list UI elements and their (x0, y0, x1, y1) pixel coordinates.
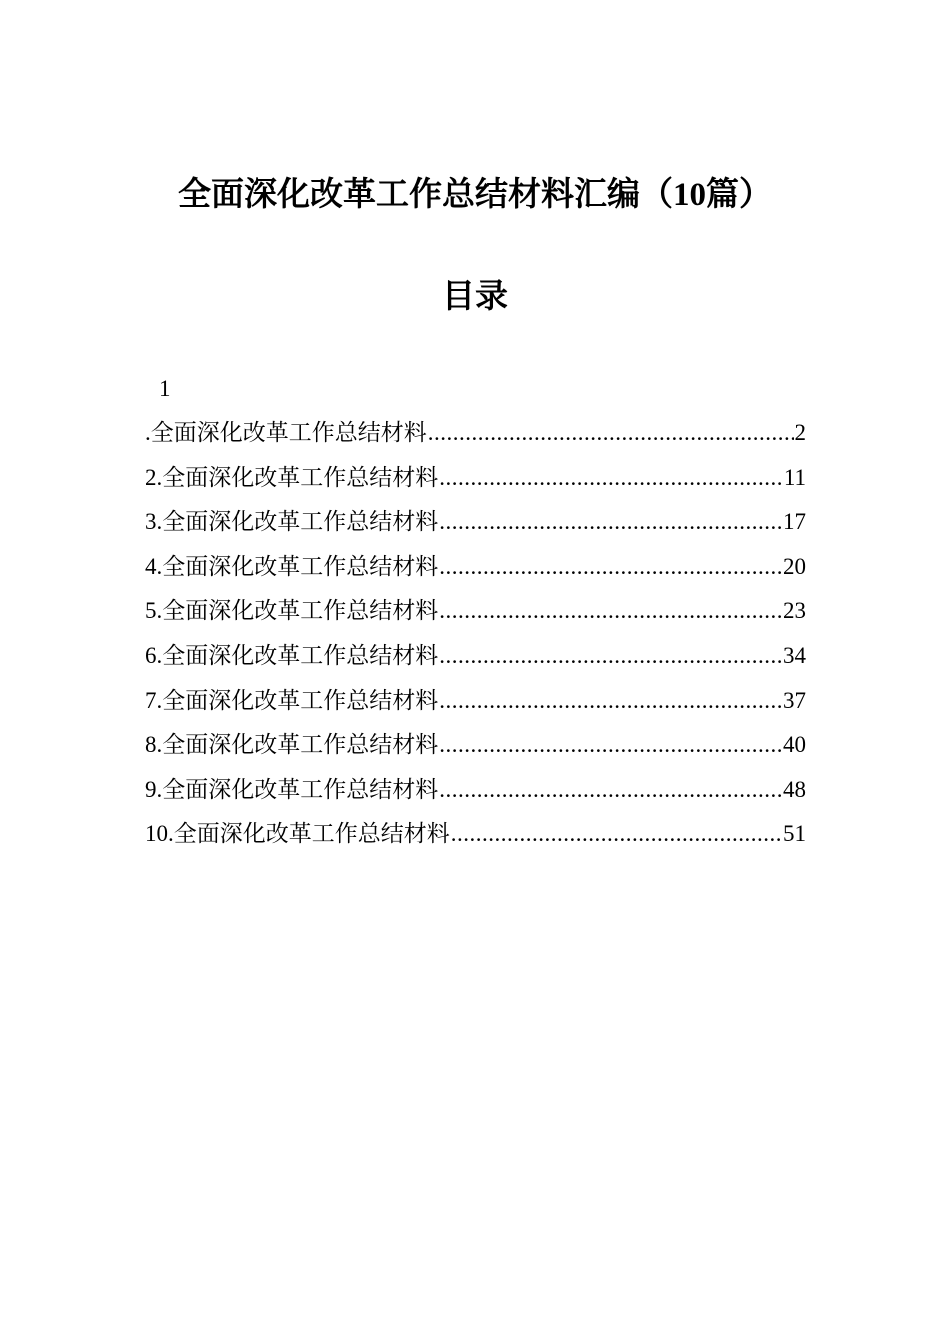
toc-entry-page: 17 (783, 509, 806, 535)
toc-entry-label: 10.全面深化改革工作总结材料 (145, 821, 450, 847)
toc-leader-dots (428, 417, 794, 449)
toc-entry-page: 51 (783, 821, 806, 847)
document-title: 全面深化改革工作总结材料汇编（10篇） (178, 177, 772, 213)
toc-entry[interactable] (145, 462, 806, 507)
toc-leader-dots (439, 685, 782, 717)
toc-entry[interactable] (145, 729, 806, 774)
toc-entry-page: 40 (783, 732, 806, 758)
toc-entry-label: 5.全面深化改革工作总结材料 (145, 598, 439, 624)
toc-entry-page: 34 (783, 642, 806, 668)
toc-entry-page: 48 (783, 776, 806, 802)
toc-leader-dots (439, 729, 782, 761)
toc-leader-dots (439, 774, 782, 806)
toc-entry-page: 2 (794, 420, 806, 445)
toc-entry[interactable] (145, 685, 806, 730)
toc-entry-label: 4.全面深化改革工作总结材料 (145, 553, 439, 579)
toc-leader-dots (439, 595, 782, 627)
toc-entry[interactable] (145, 818, 806, 863)
toc-entry-label: 3.全面深化改革工作总结材料 (145, 509, 439, 535)
toc-entry[interactable] (145, 506, 806, 551)
toc-entry-label: 9.全面深化改革工作总结材料 (145, 776, 439, 802)
toc-entry-page: 11 (783, 464, 806, 490)
toc-entry[interactable] (145, 417, 806, 462)
toc-leader-dots (439, 462, 783, 494)
toc-stray-number: 1 (159, 376, 171, 401)
toc-list (145, 417, 806, 863)
toc-leader-dots (439, 506, 782, 538)
toc-leader-dots (451, 818, 782, 850)
toc-entry-label: 7.全面深化改革工作总结材料 (145, 687, 439, 713)
toc-entry-page: 23 (783, 598, 806, 624)
toc-entry[interactable] (145, 595, 806, 640)
toc-leader-dots (439, 640, 782, 672)
toc-heading: 目录 (442, 279, 508, 315)
toc-entry-page: 37 (783, 687, 806, 713)
toc-entry-label: 8.全面深化改革工作总结材料 (145, 732, 439, 758)
toc-entry[interactable] (145, 551, 806, 596)
toc-entry-label: 6.全面深化改革工作总结材料 (145, 642, 439, 668)
toc-entry[interactable] (145, 640, 806, 685)
toc-entry-page: 20 (783, 553, 806, 579)
toc-entry-label: .全面深化改革工作总结材料 (145, 420, 427, 445)
toc-entry[interactable] (145, 774, 806, 819)
toc-leader-dots (439, 551, 782, 583)
toc-entry-label: 2.全面深化改革工作总结材料 (145, 464, 439, 490)
